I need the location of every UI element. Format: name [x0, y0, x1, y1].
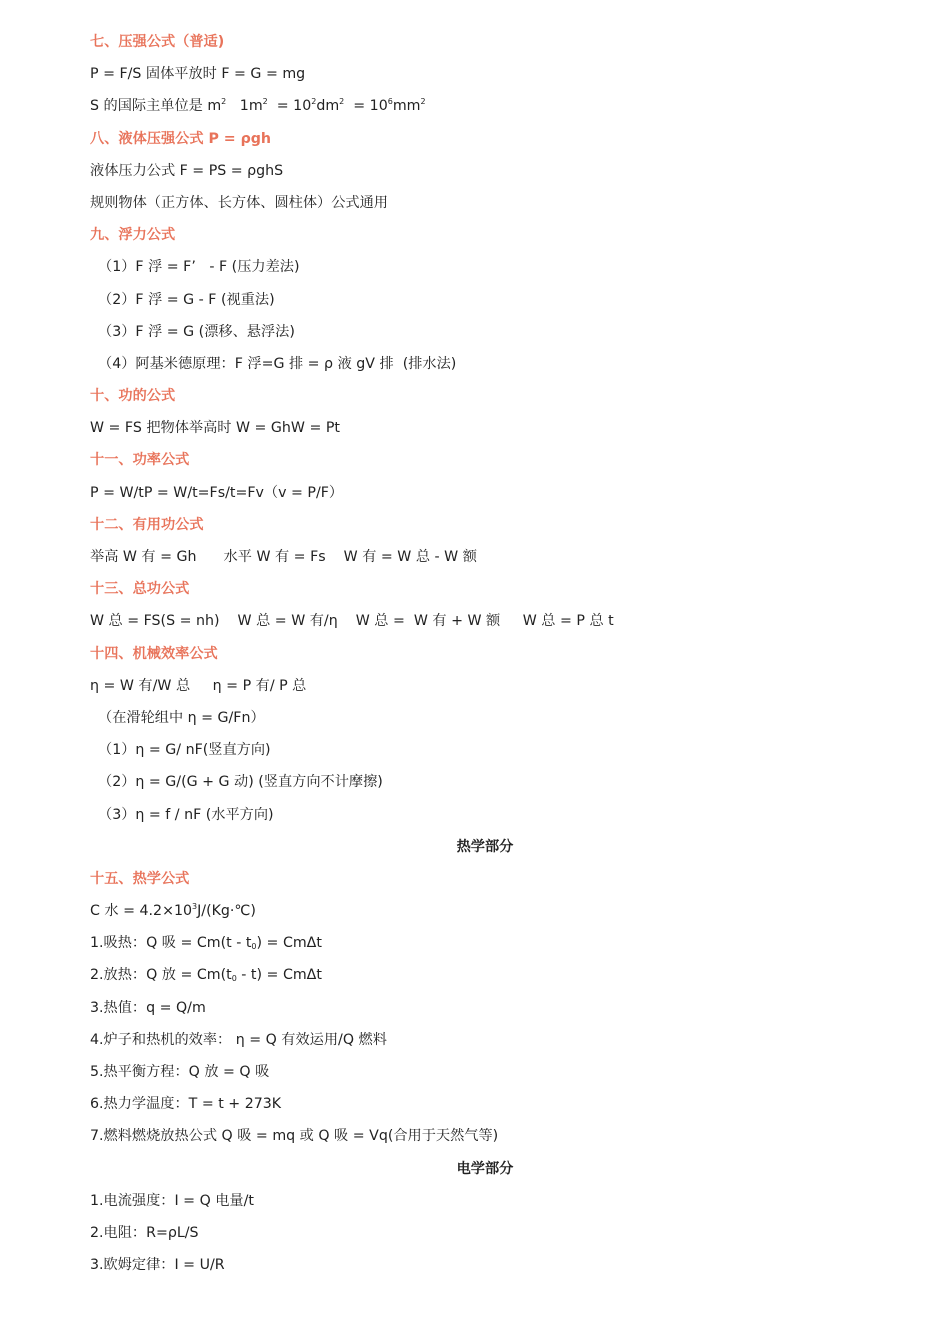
formula-item: （在滑轮组中 η = G/Fn）: [98, 709, 265, 726]
text-run: 2.放热：Q 放 = Cm(t: [90, 967, 232, 984]
formula-item: （1）η = G/ nF(竖直方向): [98, 742, 271, 759]
text-run: S 的国际主单位是 m: [90, 98, 222, 115]
section-heading: 十五、热学公式: [90, 870, 190, 887]
formula-line: [90, 927, 850, 959]
section-heading: 十一、功率公式: [90, 452, 190, 469]
text-run: dm: [316, 98, 340, 115]
part-title: 热学部分: [456, 838, 514, 855]
text-run: mm: [392, 98, 421, 115]
formula-item: （2）η = G/(G + G 动) (竖直方向不计摩擦): [98, 774, 383, 791]
subscript: 0: [231, 974, 237, 984]
formula-line: P = F/S 固体平放时 F = G = mg: [90, 66, 306, 83]
superscript: 2: [339, 97, 345, 107]
formula-line: [90, 895, 850, 927]
formula-line: P = W/tP = W/t=Fs/t=Fv（v = P/F）: [90, 484, 344, 501]
text-run: J/(Kg·℃): [197, 903, 256, 920]
formula-line: 3.欧姆定律：I = U/R: [90, 1257, 225, 1274]
formula-line: 液体压力公式 F = PS = ρghS: [90, 162, 284, 179]
part-title: 电学部分: [456, 1160, 514, 1177]
section-heading: 十二、有用功公式: [90, 516, 204, 533]
document-page: [90, 26, 850, 1281]
formula-line: 1.电流强度：I = Q 电量/t: [90, 1192, 254, 1209]
formula-line: 2.电阻：R=ρL/S: [90, 1224, 199, 1241]
superscript: 6: [387, 97, 393, 107]
section-heading: 七、压强公式（普适): [90, 34, 225, 50]
text-run: 1m: [226, 98, 263, 115]
formula-line: [90, 90, 850, 122]
section-heading: 九、浮力公式: [90, 227, 176, 244]
formula-line: 3.热值：q = Q/m: [90, 999, 206, 1016]
formula-line: [90, 959, 850, 991]
section-heading: 八、液体压强公式 P = ρgh: [90, 130, 272, 147]
formula-line: 5.热平衡方程：Q 放 = Q 吸: [90, 1064, 270, 1080]
superscript: 2: [311, 97, 317, 107]
formula-line: W 总 = FS(S = nh) W 总 = W 有/η W 总 = W 有 + W 额 W 总 = P 总 t: [90, 613, 614, 630]
formula-item: （1）F 浮 = F’ - F (压力差法): [98, 259, 300, 276]
text-run: = 10: [344, 98, 388, 115]
section-heading: 十、功的公式: [90, 388, 176, 405]
formula-item: （4）阿基米德原理：F 浮=G 排 = ρ 液 gV 排 (排水法): [98, 355, 457, 372]
formula-item: （3）η = f / nF (水平方向): [98, 806, 274, 823]
text-run: = 10: [267, 98, 312, 115]
formula-line: 举高 W 有 = Gh 水平 W 有 = Fs W 有 = W 总 - W 额: [90, 549, 477, 565]
formula-line: 规则物体（正方体、长方体、圆柱体）公式通用: [90, 194, 388, 211]
text-run: ) = CmΔt: [256, 935, 322, 952]
formula-line: η = W 有/W 总 η = P 有/ P 总: [90, 677, 307, 694]
section-heading: 十三、总功公式: [90, 581, 190, 598]
formula-item: （2）F 浮 = G - F (视重法): [98, 291, 275, 308]
text-run: C 水 = 4.2×10: [90, 903, 193, 920]
superscript: 2: [262, 97, 268, 107]
formula-line: 7.燃料燃烧放热公式 Q 吸 = mq 或 Q 吸 = Vq(合用于天然气等): [90, 1128, 499, 1145]
formula-item: （3）F 浮 = G (漂移、悬浮法): [98, 323, 295, 340]
superscript: 2: [221, 97, 227, 107]
formula-line: W = FS 把物体举高时 W = GhW = Pt: [90, 420, 340, 437]
superscript: 3: [192, 902, 198, 912]
subscript: 0: [251, 942, 257, 952]
text-run: 1.吸热：Q 吸 = Cm(t - t: [90, 935, 252, 952]
formula-line: 6.热力学温度：T = t + 273K: [90, 1096, 282, 1113]
section-heading: 十四、机械效率公式: [90, 645, 218, 662]
superscript: 2: [420, 97, 426, 107]
text-run: - t) = CmΔt: [236, 967, 322, 984]
formula-line: 4.炉子和热机的效率： η = Q 有效运用/Q 燃料: [90, 1031, 387, 1048]
